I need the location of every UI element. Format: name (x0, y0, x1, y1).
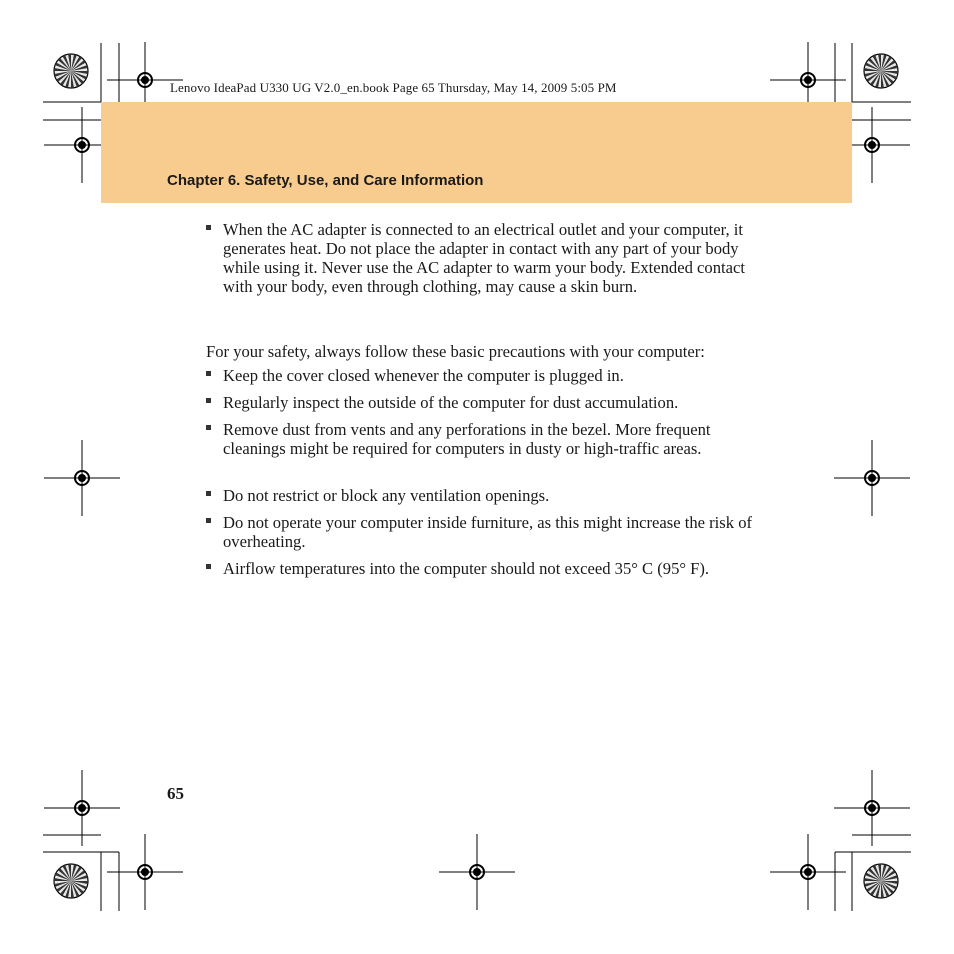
color-bar-star-icon (54, 54, 88, 88)
bullet-icon (206, 518, 211, 523)
registration-mark-icon (834, 440, 910, 516)
precaution-text: Do not restrict or block any ventilation openings. (223, 486, 550, 505)
precaution-text: Remove dust from vents and any perforations in the bezel. More frequent cleanings might be required for computers in dusty or high-traffic areas. (223, 420, 711, 458)
precautions-intro: For your safety, always follow these basic precautions with your computer: (206, 342, 705, 361)
book-slug-line: Lenovo IdeaPad U330 UG V2.0_en.book Page 65 Thursday, May 14, 2009 5:05 PM (170, 80, 617, 95)
registration-mark-icon (44, 440, 120, 516)
precaution-text: Airflow temperatures into the computer should not exceed 35° C (95° F). (223, 559, 710, 578)
precaution-text: Regularly inspect the outside of the computer for dust accumulation. (223, 393, 679, 412)
bullet-icon (206, 371, 211, 376)
page-number: 65 (167, 784, 184, 803)
color-bar-star-icon (864, 54, 898, 88)
bullet-icon (206, 225, 211, 230)
bullet-icon (206, 398, 211, 403)
bullet-icon (206, 491, 211, 496)
chapter-title: Chapter 6. Safety, Use, and Care Information (167, 172, 484, 189)
precaution-text: Keep the cover closed whenever the computer is plugged in. (223, 366, 624, 385)
precaution-text: Do not operate your computer inside furniture, as this might increase the risk of overheating. (223, 513, 753, 551)
registration-mark-icon (107, 834, 183, 910)
color-bar-star-icon (54, 864, 88, 898)
bullet-icon (206, 564, 211, 569)
registration-mark-icon (439, 834, 515, 910)
color-bar-star-icon (864, 864, 898, 898)
warning-bullet-text: When the AC adapter is connected to an electrical outlet and your computer, it generates heat. Do not place the adapter in contact with any part of your body while using it. Never use the AC adapter to warm your body. Extended contact with your body, even through clothing, may cause a skin burn. (223, 220, 745, 296)
bullet-icon (206, 425, 211, 430)
